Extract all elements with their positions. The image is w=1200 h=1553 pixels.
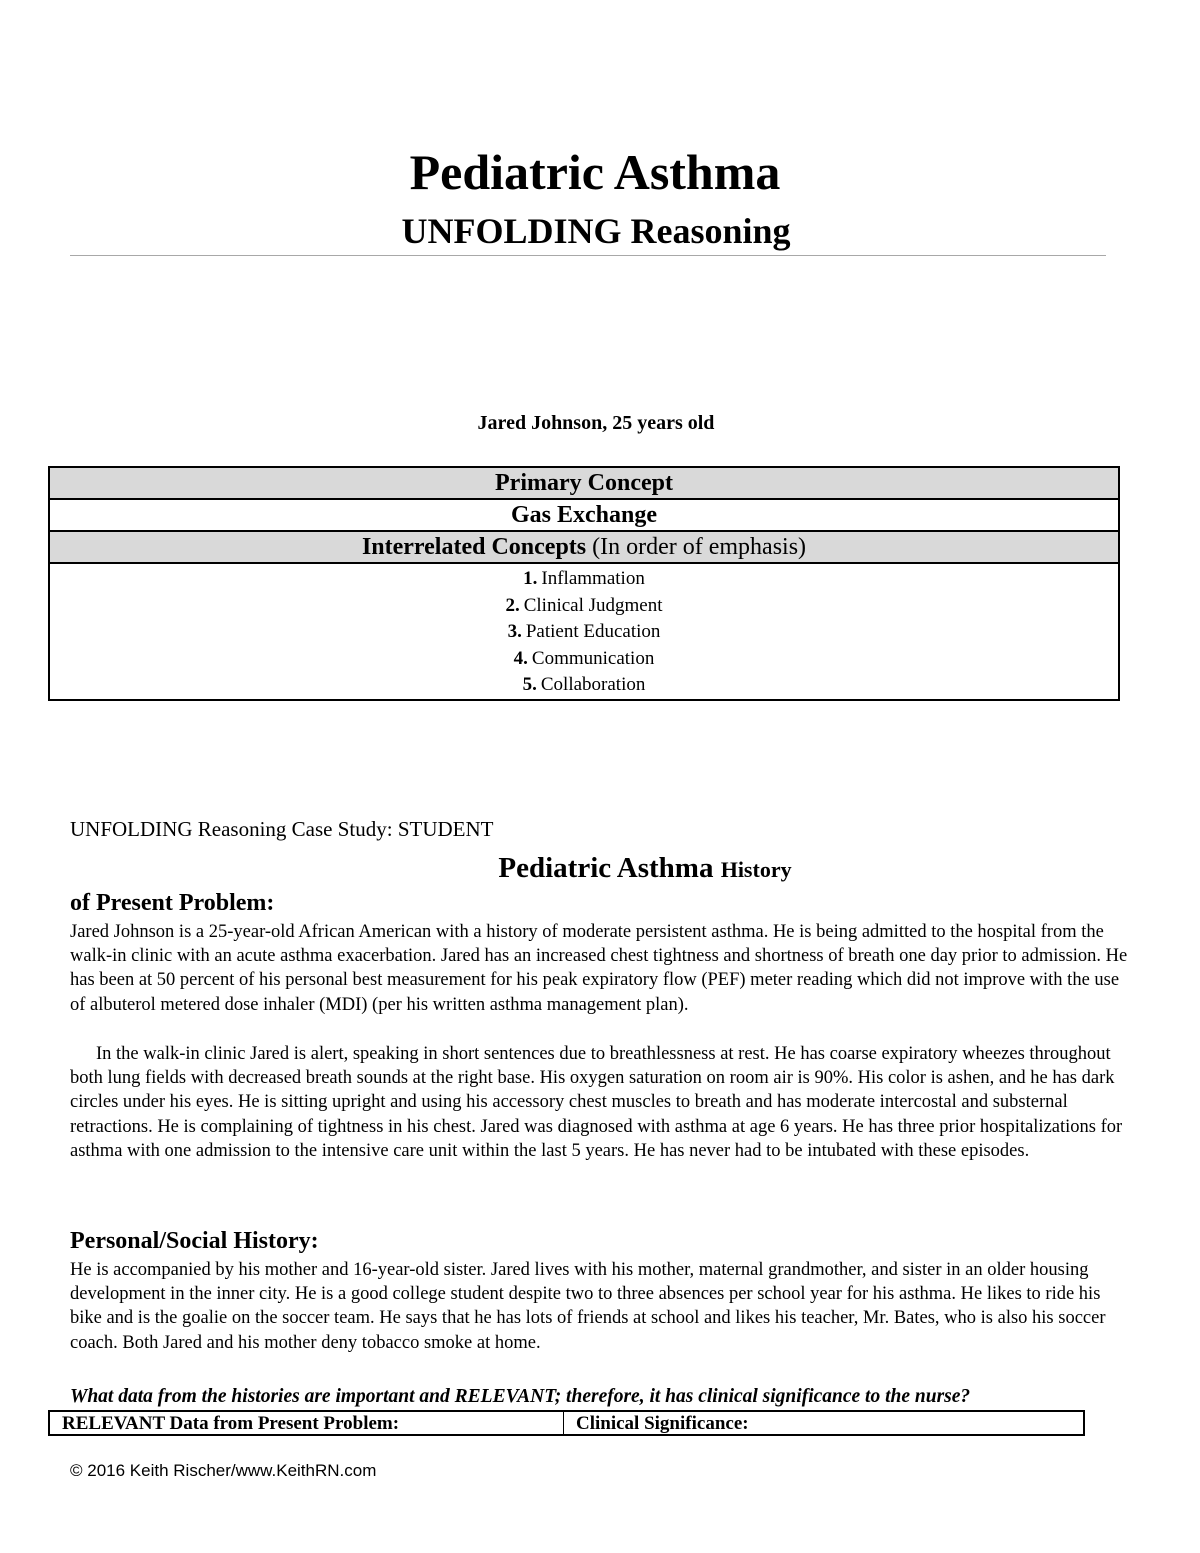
copyright-notice: © 2016 Keith Rischer/www.KeithRN.com xyxy=(70,1461,377,1480)
concepts-table xyxy=(48,466,1120,701)
list-item xyxy=(50,619,1118,646)
history-heading-small: History xyxy=(720,857,792,882)
document-title: Pediatric Asthma xyxy=(409,144,781,200)
primary-concept-header: Primary Concept xyxy=(50,468,1118,500)
present-problem-heading: of Present Problem: xyxy=(70,890,275,916)
list-item-label: Patient Education xyxy=(525,621,661,642)
list-item xyxy=(50,646,1118,673)
interrelated-concepts-note: (In order of emphasis) xyxy=(592,534,807,560)
patient-name-age: Jared Johnson, 25 years old xyxy=(477,412,715,434)
list-item-number: 4. xyxy=(513,647,528,669)
social-history-paragraph: He is accompanied by his mother and 16-year-old sister. Jared lives with his mother, maternal grandmother, and sister in an older housing development in the inner city. He is a good college student despite two to three absences per school year for his asthma. He likes to ride his bike and is the goalie on the soccer team. He says that he has lots of friends at school and likes his teacher, Mr. Bates, who is also his soccer coach. Both Jared and his mother deny tobacco smoke at home. xyxy=(70,1260,1106,1353)
relevance-question: What data from the histories are important and RELEVANT; therefore, it has clinical significance to the nurse? xyxy=(70,1386,971,1407)
list-item-label: Communication xyxy=(531,647,655,669)
relevant-data-table-header xyxy=(48,1410,1085,1436)
present-problem-paragraph-1: Jared Johnson is a 25-year-old African American with a history of moderate persistent asthma. He is being admitted to the hospital from the walk-in clinic with an acute asthma exacerbation. Jared has an increased chest tightness and shortness of breath one day prior to admission. He has been at 50 percent of his personal best measurement for his peak expiratory flow (PEF) meter reading which did not improve with the use of albuterol metered dose inhaler (MDI) (per his written asthma management plan). xyxy=(70,922,1128,1015)
clinical-significance-column-header: Clinical Significance: xyxy=(576,1413,749,1434)
list-item xyxy=(50,593,1118,620)
list-item-number: 1. xyxy=(523,568,538,589)
history-heading-main: Pediatric Asthma xyxy=(498,852,714,884)
history-heading xyxy=(0,850,1200,888)
present-problem-paragraph-2: In the walk-in clinic Jared is alert, speaking in short sentences due to breathlessness at rest. He has coarse expiratory wheezes throughout both lung fields with decreased breath sounds at the right base. His oxygen saturation on room air is 90%. His color is ashen, and he has dark circles under his eyes. He is sitting upright and using his accessory chest muscles to breath and has moderate intercostal and substernal retractions. He is complaining of tightness in his chest. Jared was diagnosed with asthma at age 6 years. He has three prior hospitalizations for asthma with one admission to the intensive care unit within the last 5 years. He has never had to be intubated with these episodes. xyxy=(70,1044,1123,1161)
list-item xyxy=(50,672,1118,699)
list-item-label: Collaboration xyxy=(540,674,646,695)
interrelated-concepts-title: Interrelated Concepts xyxy=(361,534,587,560)
interrelated-concepts-list xyxy=(50,564,1118,699)
title-divider xyxy=(70,255,1106,256)
list-item xyxy=(50,566,1118,593)
interrelated-concepts-header xyxy=(50,532,1118,564)
list-item-label: Clinical Judgment xyxy=(523,594,663,616)
case-study-label: UNFOLDING Reasoning Case Study: STUDENT xyxy=(70,817,494,841)
social-history-heading: Personal/Social History: xyxy=(70,1228,319,1254)
list-item-number: 3. xyxy=(507,621,522,642)
list-item-number: 2. xyxy=(505,594,520,616)
primary-concept-value: Gas Exchange xyxy=(50,500,1118,532)
document-subtitle: UNFOLDING Reasoning xyxy=(401,211,791,251)
relevant-data-column-header: RELEVANT Data from Present Problem: xyxy=(50,1412,564,1434)
list-item-number: 5. xyxy=(522,674,537,695)
list-item-label: Inflammation xyxy=(541,568,645,589)
